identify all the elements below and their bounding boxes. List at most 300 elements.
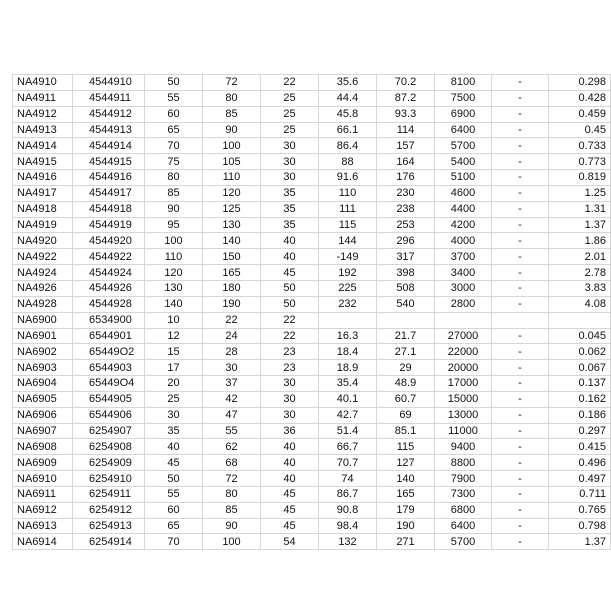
dynamic-load-cell[interactable]: 44.4 [319, 90, 377, 106]
dash-cell[interactable]: - [492, 376, 549, 392]
speed-limit-cell[interactable]: 4400 [435, 201, 492, 217]
outer-d-cell[interactable]: 110 [203, 170, 261, 186]
bore-d-cell[interactable]: 50 [145, 471, 203, 487]
speed-limit-cell[interactable]: 6400 [435, 122, 492, 138]
dash-cell[interactable]: - [492, 75, 549, 91]
dash-cell[interactable]: - [492, 280, 549, 296]
code-cell[interactable]: 4544916 [73, 170, 145, 186]
outer-d-cell[interactable]: 22 [203, 312, 261, 328]
width-b-cell[interactable]: 35 [261, 201, 319, 217]
speed-limit-cell[interactable]: 6400 [435, 518, 492, 534]
bore-d-cell[interactable]: 70 [145, 534, 203, 550]
width-b-cell[interactable]: 40 [261, 455, 319, 471]
speed-limit-cell[interactable]: 5700 [435, 138, 492, 154]
weight-cell[interactable]: 0.798 [549, 518, 611, 534]
dash-cell[interactable]: - [492, 122, 549, 138]
speed-limit-cell[interactable]: 17000 [435, 376, 492, 392]
static-load-cell[interactable]: 165 [377, 486, 435, 502]
static-load-cell[interactable]: 508 [377, 280, 435, 296]
static-load-cell[interactable]: 60.7 [377, 391, 435, 407]
code-cell[interactable]: 4544920 [73, 233, 145, 249]
width-b-cell[interactable]: 25 [261, 122, 319, 138]
dash-cell[interactable]: - [492, 391, 549, 407]
dash-cell[interactable]: - [492, 486, 549, 502]
outer-d-cell[interactable]: 105 [203, 154, 261, 170]
outer-d-cell[interactable]: 72 [203, 471, 261, 487]
code-cell[interactable]: 4544910 [73, 75, 145, 91]
width-b-cell[interactable]: 45 [261, 518, 319, 534]
bore-d-cell[interactable]: 90 [145, 201, 203, 217]
dynamic-load-cell[interactable]: 18.4 [319, 344, 377, 360]
outer-d-cell[interactable]: 24 [203, 328, 261, 344]
speed-limit-cell[interactable]: 3700 [435, 249, 492, 265]
designation-cell[interactable]: NA4918 [13, 201, 73, 217]
static-load-cell[interactable]: 140 [377, 471, 435, 487]
width-b-cell[interactable]: 25 [261, 90, 319, 106]
bore-d-cell[interactable]: 10 [145, 312, 203, 328]
designation-cell[interactable]: NA4913 [13, 122, 73, 138]
code-cell[interactable]: 6254913 [73, 518, 145, 534]
designation-cell[interactable]: NA4919 [13, 217, 73, 233]
bore-d-cell[interactable]: 65 [145, 518, 203, 534]
code-cell[interactable]: 4544918 [73, 201, 145, 217]
code-cell[interactable]: 6254908 [73, 439, 145, 455]
dynamic-load-cell[interactable]: -149 [319, 249, 377, 265]
code-cell[interactable]: 6544901 [73, 328, 145, 344]
width-b-cell[interactable]: 23 [261, 344, 319, 360]
weight-cell[interactable]: 0.062 [549, 344, 611, 360]
bore-d-cell[interactable]: 40 [145, 439, 203, 455]
code-cell[interactable]: 6254914 [73, 534, 145, 550]
dash-cell[interactable]: - [492, 455, 549, 471]
code-cell[interactable]: 4544928 [73, 296, 145, 312]
code-cell[interactable]: 4544919 [73, 217, 145, 233]
designation-cell[interactable]: NA4914 [13, 138, 73, 154]
weight-cell[interactable]: 3.83 [549, 280, 611, 296]
dynamic-load-cell[interactable]: 66.7 [319, 439, 377, 455]
outer-d-cell[interactable]: 90 [203, 122, 261, 138]
bore-d-cell[interactable]: 120 [145, 265, 203, 281]
dynamic-load-cell[interactable]: 40.1 [319, 391, 377, 407]
code-cell[interactable]: 6544903 [73, 360, 145, 376]
speed-limit-cell[interactable]: 5400 [435, 154, 492, 170]
weight-cell[interactable]: 2.01 [549, 249, 611, 265]
static-load-cell[interactable]: 271 [377, 534, 435, 550]
bore-d-cell[interactable]: 70 [145, 138, 203, 154]
static-load-cell[interactable]: 317 [377, 249, 435, 265]
static-load-cell[interactable]: 540 [377, 296, 435, 312]
bore-d-cell[interactable]: 55 [145, 90, 203, 106]
speed-limit-cell[interactable]: 7500 [435, 90, 492, 106]
weight-cell[interactable]: 1.25 [549, 185, 611, 201]
weight-cell[interactable]: 0.067 [549, 360, 611, 376]
code-cell[interactable]: 4544913 [73, 122, 145, 138]
designation-cell[interactable]: NA4911 [13, 90, 73, 106]
static-load-cell[interactable]: 69 [377, 407, 435, 423]
bore-d-cell[interactable]: 65 [145, 122, 203, 138]
designation-cell[interactable]: NA4917 [13, 185, 73, 201]
outer-d-cell[interactable]: 130 [203, 217, 261, 233]
static-load-cell[interactable]: 27.1 [377, 344, 435, 360]
dash-cell[interactable]: - [492, 154, 549, 170]
code-cell[interactable]: 6254907 [73, 423, 145, 439]
dynamic-load-cell[interactable]: 70.7 [319, 455, 377, 471]
bore-d-cell[interactable]: 80 [145, 170, 203, 186]
dynamic-load-cell[interactable]: 51.4 [319, 423, 377, 439]
weight-cell[interactable]: 1.37 [549, 217, 611, 233]
outer-d-cell[interactable]: 42 [203, 391, 261, 407]
static-load-cell[interactable]: 29 [377, 360, 435, 376]
dynamic-load-cell[interactable]: 144 [319, 233, 377, 249]
weight-cell[interactable]: 0.711 [549, 486, 611, 502]
code-cell[interactable]: 4544926 [73, 280, 145, 296]
weight-cell[interactable]: 0.045 [549, 328, 611, 344]
bore-d-cell[interactable]: 17 [145, 360, 203, 376]
speed-limit-cell[interactable]: 20000 [435, 360, 492, 376]
outer-d-cell[interactable]: 165 [203, 265, 261, 281]
code-cell[interactable]: 6254910 [73, 471, 145, 487]
outer-d-cell[interactable]: 37 [203, 376, 261, 392]
outer-d-cell[interactable]: 80 [203, 486, 261, 502]
width-b-cell[interactable]: 22 [261, 328, 319, 344]
dash-cell[interactable]: - [492, 249, 549, 265]
code-cell[interactable]: 4544914 [73, 138, 145, 154]
dash-cell[interactable]: - [492, 344, 549, 360]
width-b-cell[interactable]: 50 [261, 280, 319, 296]
width-b-cell[interactable]: 30 [261, 154, 319, 170]
dynamic-load-cell[interactable]: 111 [319, 201, 377, 217]
dynamic-load-cell[interactable]: 90.8 [319, 502, 377, 518]
designation-cell[interactable]: NA6910 [13, 471, 73, 487]
weight-cell[interactable]: 1.86 [549, 233, 611, 249]
weight-cell[interactable]: 0.298 [549, 75, 611, 91]
outer-d-cell[interactable]: 68 [203, 455, 261, 471]
outer-d-cell[interactable]: 47 [203, 407, 261, 423]
static-load-cell[interactable]: 164 [377, 154, 435, 170]
speed-limit-cell[interactable]: 22000 [435, 344, 492, 360]
weight-cell[interactable]: 0.497 [549, 471, 611, 487]
static-load-cell[interactable]: 179 [377, 502, 435, 518]
designation-cell[interactable]: NA6904 [13, 376, 73, 392]
designation-cell[interactable]: NA6903 [13, 360, 73, 376]
outer-d-cell[interactable]: 125 [203, 201, 261, 217]
speed-limit-cell[interactable]: 2800 [435, 296, 492, 312]
dynamic-load-cell[interactable]: 110 [319, 185, 377, 201]
dash-cell[interactable]: - [492, 423, 549, 439]
code-cell[interactable]: 6254911 [73, 486, 145, 502]
outer-d-cell[interactable]: 62 [203, 439, 261, 455]
dynamic-load-cell[interactable]: 18.9 [319, 360, 377, 376]
speed-limit-cell[interactable]: 5700 [435, 534, 492, 550]
weight-cell[interactable]: 4.08 [549, 296, 611, 312]
outer-d-cell[interactable]: 28 [203, 344, 261, 360]
weight-cell[interactable]: 0.496 [549, 455, 611, 471]
speed-limit-cell[interactable]: 15000 [435, 391, 492, 407]
width-b-cell[interactable]: 35 [261, 185, 319, 201]
bore-d-cell[interactable]: 15 [145, 344, 203, 360]
speed-limit-cell[interactable]: 6900 [435, 106, 492, 122]
weight-cell[interactable]: 0.186 [549, 407, 611, 423]
designation-cell[interactable]: NA6908 [13, 439, 73, 455]
code-cell[interactable]: 4544924 [73, 265, 145, 281]
code-cell[interactable]: 4544915 [73, 154, 145, 170]
static-load-cell[interactable]: 87.2 [377, 90, 435, 106]
dash-cell[interactable]: - [492, 360, 549, 376]
code-cell[interactable]: 65449O4 [73, 376, 145, 392]
weight-cell[interactable]: 0.428 [549, 90, 611, 106]
weight-cell[interactable]: 0.297 [549, 423, 611, 439]
dynamic-load-cell[interactable]: 98.4 [319, 518, 377, 534]
dynamic-load-cell[interactable]: 42.7 [319, 407, 377, 423]
width-b-cell[interactable]: 30 [261, 170, 319, 186]
speed-limit-cell[interactable]: 3000 [435, 280, 492, 296]
speed-limit-cell[interactable]: 13000 [435, 407, 492, 423]
designation-cell[interactable]: NA6902 [13, 344, 73, 360]
speed-limit-cell[interactable]: 3400 [435, 265, 492, 281]
dash-cell[interactable]: - [492, 518, 549, 534]
dynamic-load-cell[interactable]: 35.6 [319, 75, 377, 91]
dynamic-load-cell[interactable]: 232 [319, 296, 377, 312]
dash-cell[interactable]: - [492, 534, 549, 550]
designation-cell[interactable]: NA6914 [13, 534, 73, 550]
code-cell[interactable]: 6534900 [73, 312, 145, 328]
dynamic-load-cell[interactable]: 132 [319, 534, 377, 550]
dynamic-load-cell[interactable]: 86.4 [319, 138, 377, 154]
static-load-cell[interactable]: 21.7 [377, 328, 435, 344]
static-load-cell[interactable]: 296 [377, 233, 435, 249]
static-load-cell[interactable]: 85.1 [377, 423, 435, 439]
weight-cell[interactable]: 1.31 [549, 201, 611, 217]
bore-d-cell[interactable]: 100 [145, 233, 203, 249]
speed-limit-cell[interactable]: 5100 [435, 170, 492, 186]
dynamic-load-cell[interactable]: 86.7 [319, 486, 377, 502]
weight-cell[interactable] [549, 312, 611, 328]
static-load-cell[interactable]: 190 [377, 518, 435, 534]
dynamic-load-cell[interactable]: 115 [319, 217, 377, 233]
dynamic-load-cell[interactable] [319, 312, 377, 328]
width-b-cell[interactable]: 30 [261, 407, 319, 423]
weight-cell[interactable]: 0.45 [549, 122, 611, 138]
bore-d-cell[interactable]: 140 [145, 296, 203, 312]
designation-cell[interactable]: NA4916 [13, 170, 73, 186]
outer-d-cell[interactable]: 100 [203, 138, 261, 154]
designation-cell[interactable]: NA4910 [13, 75, 73, 91]
static-load-cell[interactable]: 127 [377, 455, 435, 471]
width-b-cell[interactable]: 23 [261, 360, 319, 376]
weight-cell[interactable]: 0.819 [549, 170, 611, 186]
weight-cell[interactable]: 0.137 [549, 376, 611, 392]
bore-d-cell[interactable]: 50 [145, 75, 203, 91]
weight-cell[interactable]: 0.459 [549, 106, 611, 122]
dynamic-load-cell[interactable]: 225 [319, 280, 377, 296]
designation-cell[interactable]: NA6906 [13, 407, 73, 423]
weight-cell[interactable]: 0.765 [549, 502, 611, 518]
static-load-cell[interactable]: 398 [377, 265, 435, 281]
bore-d-cell[interactable]: 60 [145, 502, 203, 518]
outer-d-cell[interactable]: 140 [203, 233, 261, 249]
dash-cell[interactable]: - [492, 502, 549, 518]
designation-cell[interactable]: NA6901 [13, 328, 73, 344]
code-cell[interactable]: 4544922 [73, 249, 145, 265]
designation-cell[interactable]: NA4922 [13, 249, 73, 265]
static-load-cell[interactable]: 114 [377, 122, 435, 138]
dynamic-load-cell[interactable]: 74 [319, 471, 377, 487]
static-load-cell[interactable]: 93.3 [377, 106, 435, 122]
speed-limit-cell[interactable]: 4000 [435, 233, 492, 249]
static-load-cell[interactable]: 253 [377, 217, 435, 233]
weight-cell[interactable]: 0.415 [549, 439, 611, 455]
designation-cell[interactable]: NA6911 [13, 486, 73, 502]
outer-d-cell[interactable]: 85 [203, 502, 261, 518]
bore-d-cell[interactable]: 25 [145, 391, 203, 407]
dynamic-load-cell[interactable]: 91.6 [319, 170, 377, 186]
outer-d-cell[interactable]: 72 [203, 75, 261, 91]
speed-limit-cell[interactable]: 7300 [435, 486, 492, 502]
static-load-cell[interactable]: 70.2 [377, 75, 435, 91]
designation-cell[interactable]: NA6909 [13, 455, 73, 471]
outer-d-cell[interactable]: 180 [203, 280, 261, 296]
designation-cell[interactable]: NA4926 [13, 280, 73, 296]
dash-cell[interactable]: - [492, 90, 549, 106]
speed-limit-cell[interactable]: 4200 [435, 217, 492, 233]
dash-cell[interactable]: - [492, 138, 549, 154]
speed-limit-cell[interactable]: 6800 [435, 502, 492, 518]
speed-limit-cell[interactable]: 4600 [435, 185, 492, 201]
outer-d-cell[interactable]: 30 [203, 360, 261, 376]
code-cell[interactable]: 6544906 [73, 407, 145, 423]
width-b-cell[interactable]: 45 [261, 265, 319, 281]
bore-d-cell[interactable]: 35 [145, 423, 203, 439]
designation-cell[interactable]: NA4928 [13, 296, 73, 312]
code-cell[interactable]: 6544905 [73, 391, 145, 407]
weight-cell[interactable]: 1.37 [549, 534, 611, 550]
code-cell[interactable]: 6254909 [73, 455, 145, 471]
outer-d-cell[interactable]: 90 [203, 518, 261, 534]
width-b-cell[interactable]: 36 [261, 423, 319, 439]
weight-cell[interactable]: 0.162 [549, 391, 611, 407]
static-load-cell[interactable]: 238 [377, 201, 435, 217]
dash-cell[interactable]: - [492, 201, 549, 217]
bore-d-cell[interactable]: 45 [145, 455, 203, 471]
width-b-cell[interactable]: 22 [261, 312, 319, 328]
dash-cell[interactable]: - [492, 233, 549, 249]
speed-limit-cell[interactable] [435, 312, 492, 328]
code-cell[interactable]: 4544917 [73, 185, 145, 201]
dynamic-load-cell[interactable]: 35.4 [319, 376, 377, 392]
width-b-cell[interactable]: 30 [261, 376, 319, 392]
dash-cell[interactable]: - [492, 265, 549, 281]
speed-limit-cell[interactable]: 8100 [435, 75, 492, 91]
outer-d-cell[interactable]: 55 [203, 423, 261, 439]
outer-d-cell[interactable]: 190 [203, 296, 261, 312]
speed-limit-cell[interactable]: 11000 [435, 423, 492, 439]
static-load-cell[interactable] [377, 312, 435, 328]
bore-d-cell[interactable]: 130 [145, 280, 203, 296]
designation-cell[interactable]: NA6912 [13, 502, 73, 518]
speed-limit-cell[interactable]: 27000 [435, 328, 492, 344]
dash-cell[interactable]: - [492, 407, 549, 423]
weight-cell[interactable]: 0.733 [549, 138, 611, 154]
static-load-cell[interactable]: 157 [377, 138, 435, 154]
width-b-cell[interactable]: 40 [261, 439, 319, 455]
dash-cell[interactable] [492, 312, 549, 328]
bore-d-cell[interactable]: 110 [145, 249, 203, 265]
bore-d-cell[interactable]: 30 [145, 407, 203, 423]
designation-cell[interactable]: NA4920 [13, 233, 73, 249]
width-b-cell[interactable]: 30 [261, 391, 319, 407]
width-b-cell[interactable]: 45 [261, 502, 319, 518]
width-b-cell[interactable]: 35 [261, 217, 319, 233]
code-cell[interactable]: 65449O2 [73, 344, 145, 360]
weight-cell[interactable]: 0.773 [549, 154, 611, 170]
width-b-cell[interactable]: 40 [261, 249, 319, 265]
code-cell[interactable]: 4544911 [73, 90, 145, 106]
designation-cell[interactable]: NA6900 [13, 312, 73, 328]
weight-cell[interactable]: 2.78 [549, 265, 611, 281]
static-load-cell[interactable]: 115 [377, 439, 435, 455]
speed-limit-cell[interactable]: 9400 [435, 439, 492, 455]
outer-d-cell[interactable]: 85 [203, 106, 261, 122]
width-b-cell[interactable]: 50 [261, 296, 319, 312]
speed-limit-cell[interactable]: 7900 [435, 471, 492, 487]
designation-cell[interactable]: NA4924 [13, 265, 73, 281]
bore-d-cell[interactable]: 75 [145, 154, 203, 170]
width-b-cell[interactable]: 40 [261, 471, 319, 487]
static-load-cell[interactable]: 176 [377, 170, 435, 186]
width-b-cell[interactable]: 22 [261, 75, 319, 91]
speed-limit-cell[interactable]: 8800 [435, 455, 492, 471]
dynamic-load-cell[interactable]: 16.3 [319, 328, 377, 344]
bore-d-cell[interactable]: 55 [145, 486, 203, 502]
width-b-cell[interactable]: 25 [261, 106, 319, 122]
bore-d-cell[interactable]: 85 [145, 185, 203, 201]
dash-cell[interactable]: - [492, 217, 549, 233]
outer-d-cell[interactable]: 80 [203, 90, 261, 106]
designation-cell[interactable]: NA6913 [13, 518, 73, 534]
code-cell[interactable]: 4544912 [73, 106, 145, 122]
outer-d-cell[interactable]: 150 [203, 249, 261, 265]
dash-cell[interactable]: - [492, 328, 549, 344]
code-cell[interactable]: 6254912 [73, 502, 145, 518]
static-load-cell[interactable]: 48.9 [377, 376, 435, 392]
dash-cell[interactable]: - [492, 439, 549, 455]
width-b-cell[interactable]: 54 [261, 534, 319, 550]
outer-d-cell[interactable]: 100 [203, 534, 261, 550]
width-b-cell[interactable]: 45 [261, 486, 319, 502]
dash-cell[interactable]: - [492, 106, 549, 122]
bore-d-cell[interactable]: 60 [145, 106, 203, 122]
dynamic-load-cell[interactable]: 192 [319, 265, 377, 281]
designation-cell[interactable]: NA6905 [13, 391, 73, 407]
dash-cell[interactable]: - [492, 170, 549, 186]
bore-d-cell[interactable]: 95 [145, 217, 203, 233]
designation-cell[interactable]: NA4912 [13, 106, 73, 122]
static-load-cell[interactable]: 230 [377, 185, 435, 201]
width-b-cell[interactable]: 30 [261, 138, 319, 154]
dash-cell[interactable]: - [492, 185, 549, 201]
dynamic-load-cell[interactable]: 88 [319, 154, 377, 170]
outer-d-cell[interactable]: 120 [203, 185, 261, 201]
dash-cell[interactable]: - [492, 296, 549, 312]
dash-cell[interactable]: - [492, 471, 549, 487]
dynamic-load-cell[interactable]: 45.8 [319, 106, 377, 122]
bore-d-cell[interactable]: 20 [145, 376, 203, 392]
width-b-cell[interactable]: 40 [261, 233, 319, 249]
designation-cell[interactable]: NA4915 [13, 154, 73, 170]
dynamic-load-cell[interactable]: 66.1 [319, 122, 377, 138]
designation-cell[interactable]: NA6907 [13, 423, 73, 439]
bore-d-cell[interactable]: 12 [145, 328, 203, 344]
